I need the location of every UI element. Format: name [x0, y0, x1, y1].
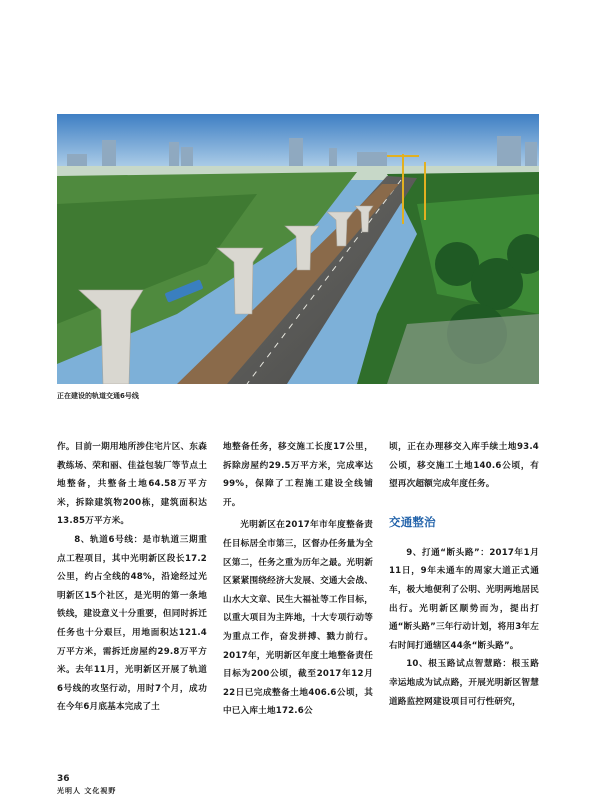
magazine-logo: 光明人 文化视野: [57, 786, 117, 795]
page-number: 36: [57, 774, 70, 784]
paragraph: 8、轨道6号线：是市轨道三期重点工程项目，其中光明新区段长17.2公里，约占全线的48%，沿途经过光明新区15个社区，是光明的第一条地铁线，建设意义十分重要，但同时拆迁任务也十分艰巨，用地面积达121.4万平方米，需拆迁房屋约29.8万平方米。去年11月，光明新区开展了轨道6号线的攻坚行动，用时7个月，成功在今年6月底基本完成了土: [57, 534, 207, 713]
paragraph: 9、打通“断头路”：2017年1月11日，9年未通车的周家大道正式通车，极大地便利了公明、光明两地居民出行。光明新区顺势而为，提出打通“断头路”三年行动计划，将用3年左右时间打通辖区44条“断头路”。: [389, 547, 539, 651]
text-column-2: [223, 438, 373, 721]
photo-caption: 正在建设的轨道交通6号线: [57, 392, 139, 400]
metro-line-construction-photo: [57, 114, 539, 384]
paragraph: 光明新区在2017年市年度整备责任目标居全市第三，区督办任务量为全区第二，任务之重为历年之最。光明新区紧紧围绕经济大发展、交通大会战、山水大文章、民生大福祉等工作目标，以重大项目为主阵地，十大专项行动等为重点工作，奋发拼搏、戮力前行。2017年，光明新区年度土地整备责任目标为200公顷，截至2017年12月22日已完成整备土地406.6公顷，其中已入库土地172.6公: [223, 520, 373, 717]
paragraph: 顷，正在办理移交入库手续土地93.4公顷，移交施工土地140.6公顷，有望再次超额完成年度任务。: [389, 442, 539, 490]
paragraph: 作。目前一期用地所涉住宅片区、东森教练场、荣和丽、佳益包装厂等节点土地整备，共整备土地64.58万平方米，拆除建筑物200栋，建筑面积达13.85万平方米。: [57, 442, 207, 527]
paragraph: 地整备任务，移交施工长度17公里，拆除房屋约29.5万平方米，完成率达99%，保障了工程施工建设全线铺开。: [223, 442, 373, 508]
text-column-3: [389, 438, 539, 711]
section-heading: 交通整治: [389, 514, 436, 529]
text-column-1: [57, 438, 207, 717]
paragraph: 10、根玉路试点智慧路：根玉路幸运地成为试点路，开展光明新区智慧道路监控网建设项目可行性研究，: [389, 659, 539, 707]
hero-photo: [57, 114, 539, 384]
